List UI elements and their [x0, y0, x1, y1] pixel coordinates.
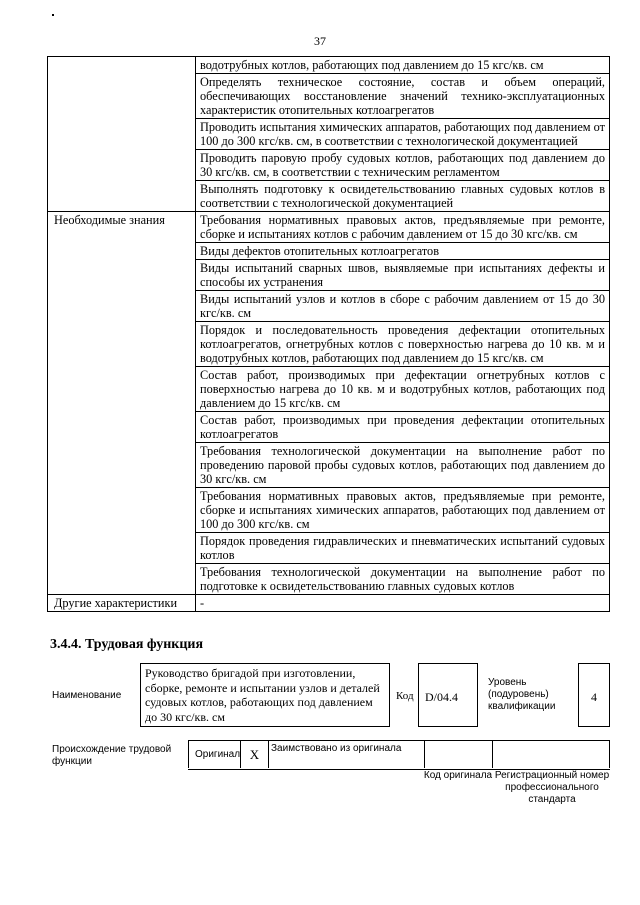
page-number: 37 [314, 34, 326, 48]
table-row [48, 595, 610, 612]
name-label: Наименование [52, 690, 122, 701]
requirements-table [47, 56, 610, 612]
origin-row [188, 740, 610, 770]
code-of-original-label: Код оригинала [423, 770, 493, 781]
row-text: Требования нормативных правовых актов, предъявляемые при ремонте, сборке и испытаниях химических аппаратов, работающих под давлением от 100 до 300 кгс/кв. см [196, 488, 610, 533]
row-text: Проводить паровую пробу судовых котлов, работающих под давлением до 30 кгс/кв. см, в соответствии с техническим регламентом [196, 150, 610, 181]
borrowed-cell [268, 741, 424, 768]
code-of-original-cell [424, 741, 492, 768]
scan-speck [52, 14, 54, 16]
row-text: Требования нормативных правовых актов, предъявляемые при ремонте, сборке и испытаниях котлов с рабочим давлением от 15 до 30 кгс/кв. см [196, 212, 610, 243]
table-row [48, 212, 610, 243]
code-label: Код [396, 690, 414, 702]
row-text: водотрубных котлов, работающих под давлением до 15 кгс/кв. см [196, 57, 610, 74]
row-text: Порядок и последовательность проведения дефектации отопительных котлоагрегатов, огнетрубных котлов с поверхностью нагрева до 10 кв. м и водотрубных котлов, работающих под давлением до 15 кгс/кв. см [196, 322, 610, 367]
row-text: Порядок проведения гидравлических и пневматических испытаний судовых котлов [196, 533, 610, 564]
row-text: Требования технологической документации на выполнение работ по проведению паровой пробы судовых котлов, работающих под давлением до 30 кгс/кв. см [196, 443, 610, 488]
row-label: Необходимые знания [48, 212, 196, 595]
row-text: Виды испытаний сварных швов, выявляемые при испытаниях дефекты и способы их устранения [196, 260, 610, 291]
row-text: Проводить испытания химических аппаратов, работающих под давлением от 100 до 300 кгс/кв. см, в соответствии с технологической документацией [196, 119, 610, 150]
row-text: Выполнять подготовку к освидетельствованию главных судовых котлов в соответствии с технологической документацией [196, 181, 610, 212]
original-cell: Оригинал [188, 741, 240, 768]
table-row [48, 57, 610, 74]
original-mark: X [240, 741, 268, 768]
level-box: 4 [578, 663, 610, 727]
function-code-box: D/04.4 [418, 663, 478, 727]
row-text: Состав работ, производимых при дефектации огнетрубных котлов с поверхностью нагрева до 10 кв. м и водотрубных котлов, работающих под давлением до 15 кгс/кв. см [196, 367, 610, 412]
row-label [48, 57, 196, 212]
registration-number-cell [492, 741, 610, 768]
level-label: Уровень (подуровень) квалификации [488, 677, 556, 712]
function-name-box: Руководство бригадой при изготовлении, сборке, ремонте и испытании узлов и деталей судовых котлов, работающих под давлением до 30 кгс/кв. см [140, 663, 390, 727]
row-text: - [196, 595, 610, 612]
row-text: Состав работ, производимых при проведения дефектации отопительных котлоагрегатов [196, 412, 610, 443]
row-text: Виды испытаний узлов и котлов в сборе с рабочим давлением от 15 до 30 кгс/кв. см [196, 291, 610, 322]
row-text: Требования технологической документации на выполнение работ по подготовке к освидетельствованию главных судовых котлов [196, 564, 610, 595]
section-title: 3.4.4. Трудовая функция [50, 637, 204, 652]
borrowed-label: Заимствовано из оригинала [271, 743, 402, 754]
row-text: Определять техническое состояние, состав и объем операций, обеспечивающих восстановление значений технико-эксплуатационных характеристик отопительных котлоагрегатов [196, 74, 610, 119]
registration-number-label: Регистрационный номер профессионального стандарта [494, 770, 610, 805]
origin-label: Происхождение трудовой функции [52, 744, 172, 767]
row-text: Виды дефектов отопительных котлоагрегатов [196, 243, 610, 260]
row-label: Другие характеристики [48, 595, 196, 612]
